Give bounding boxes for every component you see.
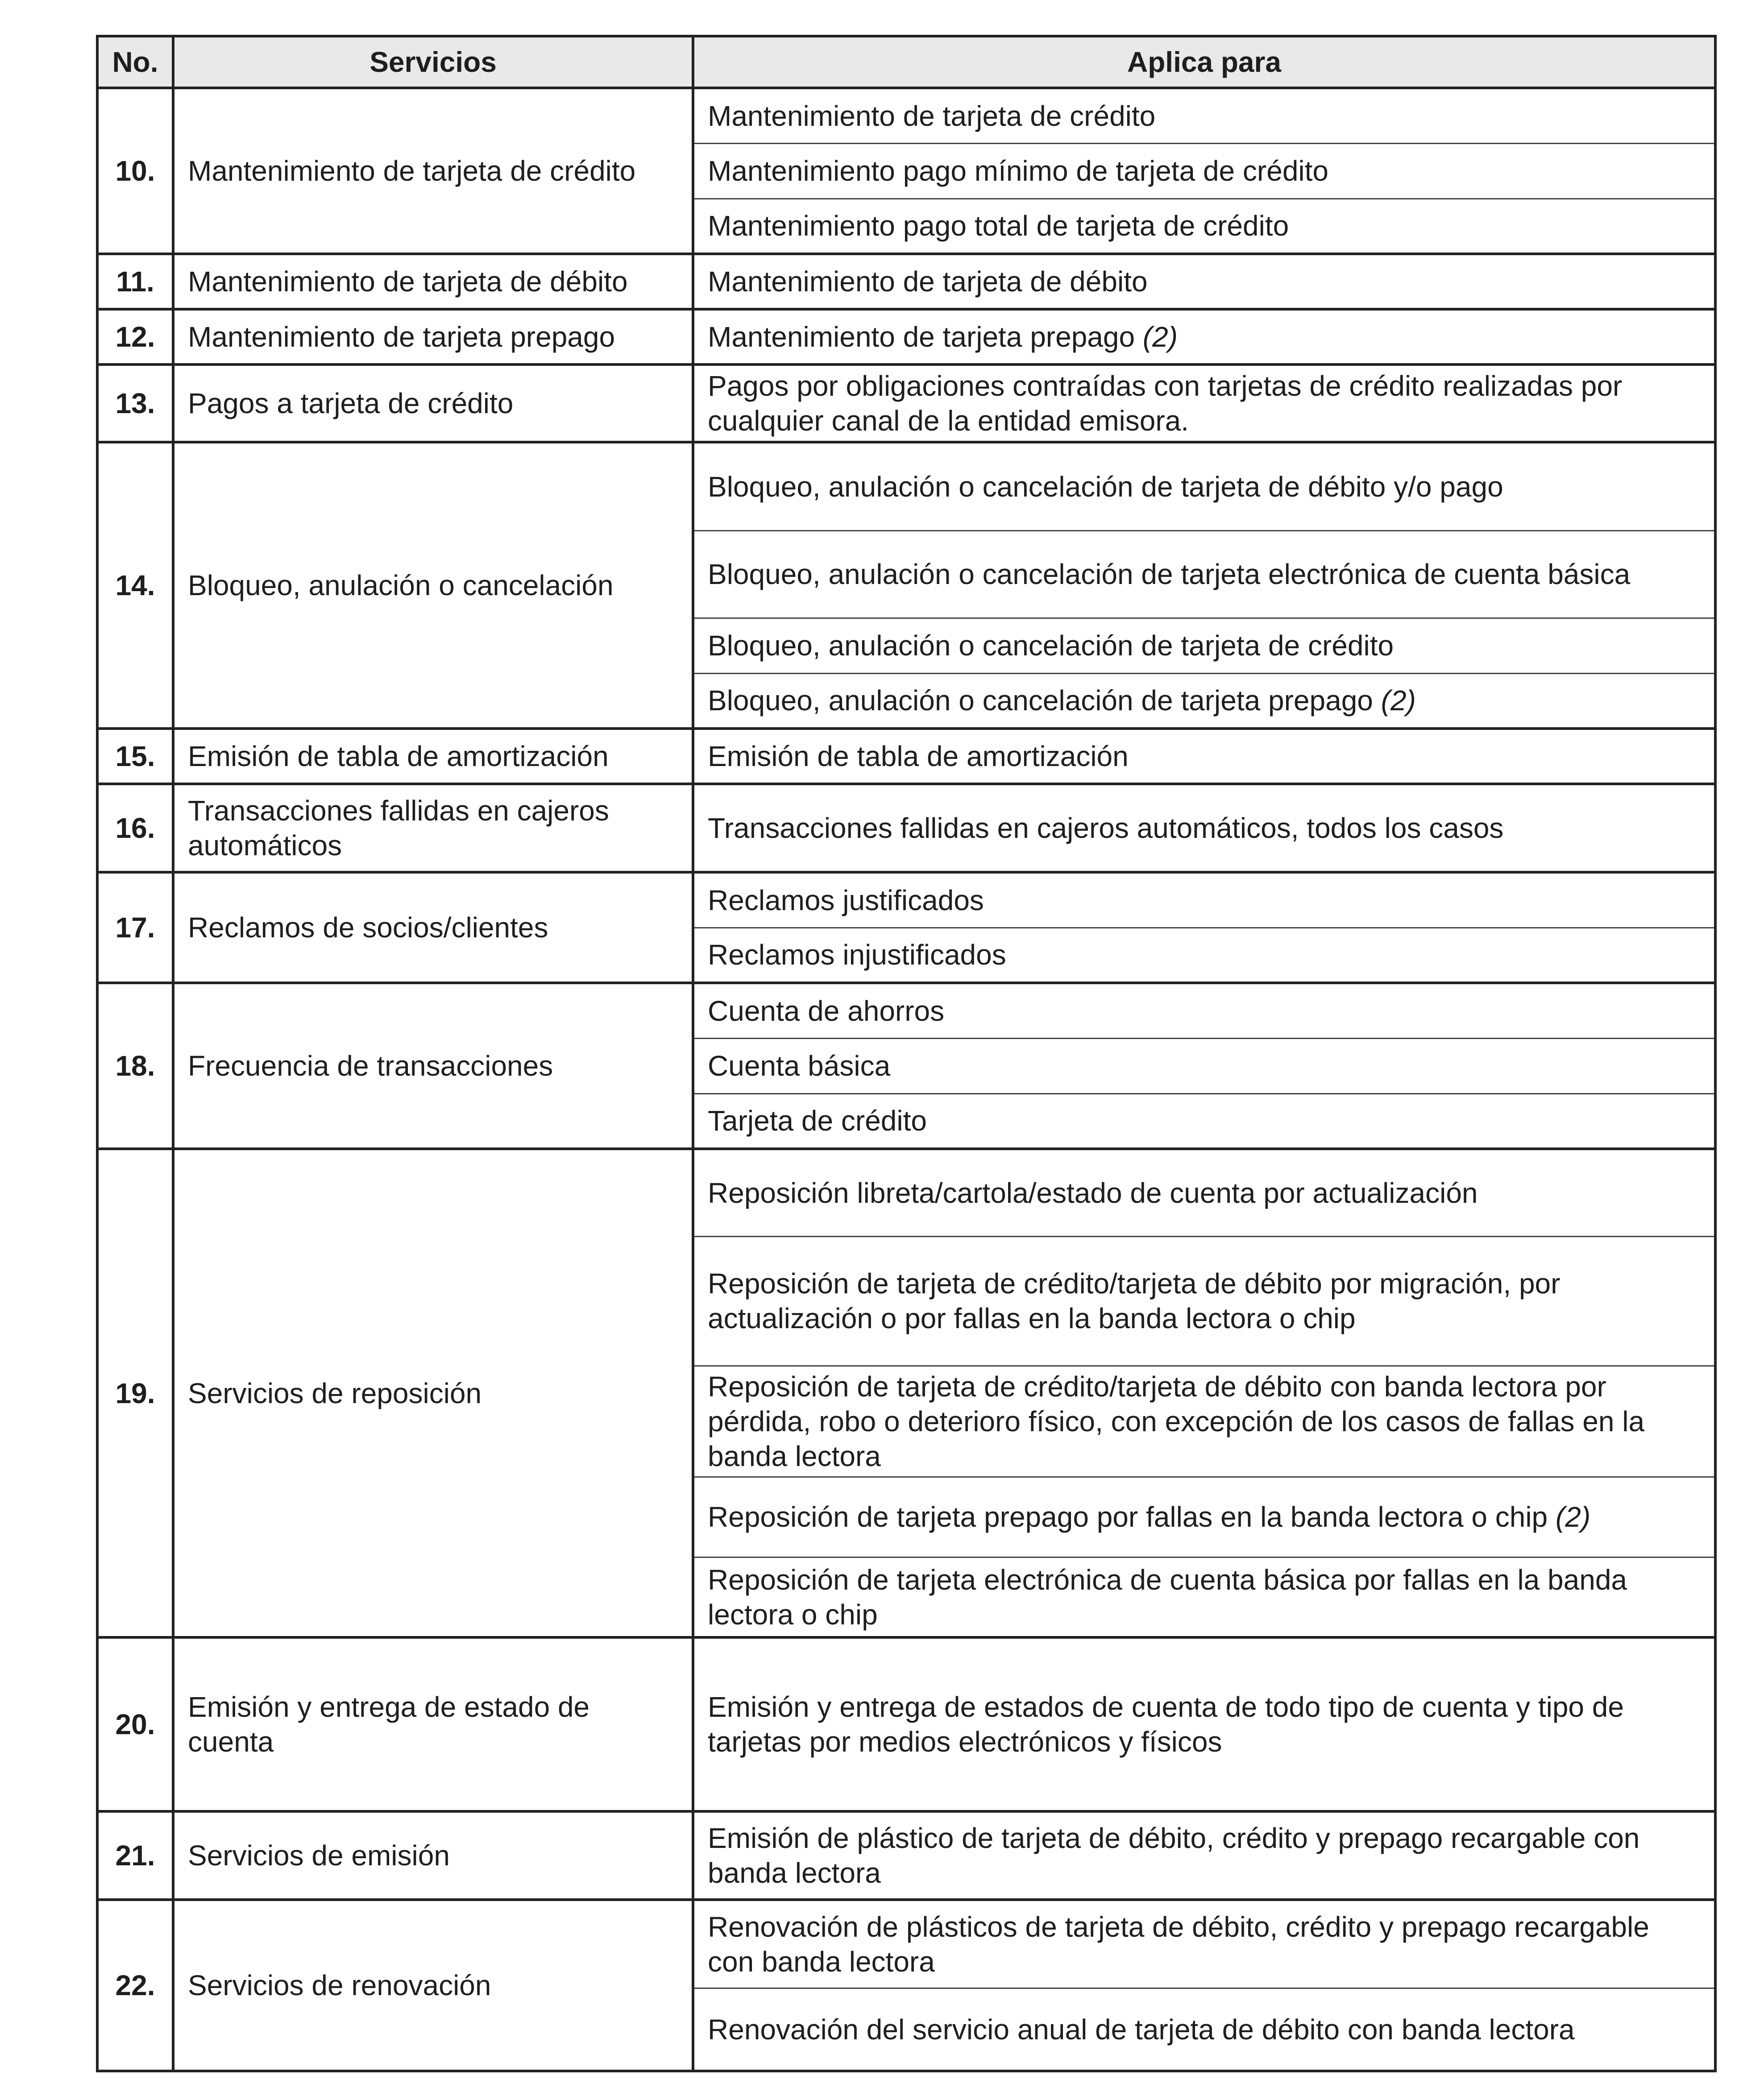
applies-to-cell bbox=[693, 1093, 1715, 1149]
header-row bbox=[97, 36, 1715, 88]
applies-to-cell bbox=[693, 928, 1715, 983]
table-row bbox=[97, 1149, 1715, 1236]
header-servicios: Servicios bbox=[173, 36, 693, 88]
table-row bbox=[97, 1900, 1715, 1988]
applies-to-cell bbox=[693, 1038, 1715, 1093]
applies-to-text: Reclamos justificados bbox=[708, 884, 984, 916]
applies-to-cell bbox=[693, 364, 1715, 442]
applies-to-text: Emisión de tabla de amortización bbox=[708, 740, 1129, 773]
applies-to-text: Mantenimiento pago mínimo de tarjeta de crédito bbox=[708, 154, 1328, 187]
applies-to-text: Mantenimiento de tarjeta de crédito bbox=[708, 99, 1156, 132]
row-number: 22. bbox=[97, 1900, 173, 2071]
service-name: Servicios de emisión bbox=[173, 1811, 693, 1900]
table-row bbox=[97, 254, 1715, 309]
applies-to-cell bbox=[693, 1366, 1715, 1477]
applies-to-text: Reposición de tarjeta de crédito/tarjeta de débito con banda lectora por pérdida, robo o deterioro físico, con excepción de los casos de fallas en la banda lectora bbox=[708, 1370, 1645, 1472]
applies-to-text: Cuenta de ahorros bbox=[708, 994, 945, 1027]
footnote-reference: (2) bbox=[1381, 684, 1416, 717]
applies-to-text: Bloqueo, anulación o cancelación de tarjeta prepago bbox=[708, 684, 1373, 717]
applies-to-cell bbox=[693, 1811, 1715, 1900]
table-row bbox=[97, 1637, 1715, 1811]
applies-to-text: Emisión y entrega de estados de cuenta de todo tipo de cuenta y tipo de tarjetas por medios electrónicos y físicos bbox=[708, 1691, 1624, 1758]
applies-to-text: Pagos por obligaciones contraídas con tarjetas de crédito realizadas por cualquier canal de la entidad emisora. bbox=[708, 370, 1623, 437]
applies-to-cell bbox=[693, 1900, 1715, 1988]
applies-to-cell bbox=[693, 673, 1715, 729]
header-no: No. bbox=[97, 36, 173, 88]
table-row bbox=[97, 88, 1715, 143]
applies-to-text: Bloqueo, anulación o cancelación de tarjeta electrónica de cuenta básica bbox=[708, 558, 1631, 591]
service-name: Mantenimiento de tarjeta de débito bbox=[173, 254, 693, 309]
table-row bbox=[97, 442, 1715, 530]
applies-to-text: Reposición de tarjeta electrónica de cuenta básica por fallas en la banda lectora o chip bbox=[708, 1563, 1627, 1631]
applies-to-cell bbox=[693, 442, 1715, 530]
table-row bbox=[97, 784, 1715, 872]
table-row bbox=[97, 983, 1715, 1038]
applies-to-cell bbox=[693, 1149, 1715, 1236]
applies-to-text: Reposición de tarjeta de crédito/tarjeta de débito por migración, por actualización o por fallas en la banda lectora o chip bbox=[708, 1267, 1561, 1335]
table-row bbox=[97, 872, 1715, 928]
row-number: 12. bbox=[97, 309, 173, 364]
applies-to-cell bbox=[693, 872, 1715, 928]
table-row bbox=[97, 309, 1715, 364]
applies-to-cell bbox=[693, 983, 1715, 1038]
service-name: Servicios de renovación bbox=[173, 1900, 693, 2071]
row-number: 19. bbox=[97, 1149, 173, 1637]
applies-to-cell bbox=[693, 1988, 1715, 2071]
applies-to-text: Mantenimiento de tarjeta de débito bbox=[708, 265, 1148, 298]
row-number: 21. bbox=[97, 1811, 173, 1900]
footnote-reference: (2) bbox=[1555, 1501, 1591, 1533]
applies-to-cell bbox=[693, 199, 1715, 254]
footnote-reference: (2) bbox=[1142, 320, 1178, 353]
row-number: 10. bbox=[97, 88, 173, 254]
row-number: 16. bbox=[97, 784, 173, 872]
applies-to-text: Renovación de plásticos de tarjeta de débito, crédito y prepago recargable con banda lectora bbox=[708, 1911, 1649, 1978]
applies-to-text: Mantenimiento pago total de tarjeta de crédito bbox=[708, 210, 1289, 242]
applies-to-cell bbox=[693, 1557, 1715, 1637]
applies-to-text: Reposición de tarjeta prepago por fallas en la banda lectora o chip bbox=[708, 1501, 1548, 1533]
services-table bbox=[96, 35, 1717, 2072]
service-name: Transacciones fallidas en cajeros automáticos bbox=[173, 784, 693, 872]
row-number: 20. bbox=[97, 1637, 173, 1811]
service-name: Reclamos de socios/clientes bbox=[173, 872, 693, 983]
applies-to-cell bbox=[693, 1637, 1715, 1811]
table-body bbox=[97, 88, 1715, 2071]
table-row bbox=[97, 364, 1715, 442]
applies-to-cell bbox=[693, 1477, 1715, 1557]
service-name: Emisión de tabla de amortización bbox=[173, 729, 693, 784]
service-name: Pagos a tarjeta de crédito bbox=[173, 364, 693, 442]
header-aplica-para: Aplica para bbox=[693, 36, 1715, 88]
applies-to-cell bbox=[693, 618, 1715, 673]
applies-to-cell bbox=[693, 729, 1715, 784]
applies-to-text: Tarjeta de crédito bbox=[708, 1105, 927, 1137]
row-number: 17. bbox=[97, 872, 173, 983]
applies-to-text: Bloqueo, anulación o cancelación de tarjeta de crédito bbox=[708, 630, 1394, 662]
applies-to-text: Cuenta básica bbox=[708, 1050, 891, 1082]
row-number: 15. bbox=[97, 729, 173, 784]
applies-to-text: Reclamos injustificados bbox=[708, 939, 1006, 971]
service-name: Bloqueo, anulación o cancelación bbox=[173, 442, 693, 729]
row-number: 14. bbox=[97, 442, 173, 729]
applies-to-cell bbox=[693, 254, 1715, 309]
applies-to-text: Reposición libreta/cartola/estado de cuenta por actualización bbox=[708, 1176, 1478, 1209]
table-row bbox=[97, 1811, 1715, 1900]
row-number: 13. bbox=[97, 364, 173, 442]
service-name: Mantenimiento de tarjeta prepago bbox=[173, 309, 693, 364]
service-name: Emisión y entrega de estado de cuenta bbox=[173, 1637, 693, 1811]
applies-to-cell bbox=[693, 143, 1715, 199]
service-name: Mantenimiento de tarjeta de crédito bbox=[173, 88, 693, 254]
applies-to-cell bbox=[693, 88, 1715, 143]
applies-to-text: Mantenimiento de tarjeta prepago bbox=[708, 320, 1135, 353]
row-number: 18. bbox=[97, 983, 173, 1149]
table-header bbox=[97, 36, 1715, 88]
applies-to-text: Renovación del servicio anual de tarjeta de débito con banda lectora bbox=[708, 2013, 1575, 2046]
applies-to-text: Emisión de plástico de tarjeta de débito, crédito y prepago recargable con banda lectora bbox=[708, 1822, 1640, 1889]
applies-to-cell bbox=[693, 309, 1715, 364]
applies-to-text: Transacciones fallidas en cajeros automáticos, todos los casos bbox=[708, 812, 1504, 845]
table-row bbox=[97, 729, 1715, 784]
applies-to-cell bbox=[693, 784, 1715, 872]
service-name: Servicios de reposición bbox=[173, 1149, 693, 1637]
row-number: 11. bbox=[97, 254, 173, 309]
applies-to-cell bbox=[693, 530, 1715, 618]
applies-to-cell bbox=[693, 1236, 1715, 1366]
applies-to-text: Bloqueo, anulación o cancelación de tarjeta de débito y/o pago bbox=[708, 470, 1503, 503]
service-name: Frecuencia de transacciones bbox=[173, 983, 693, 1149]
